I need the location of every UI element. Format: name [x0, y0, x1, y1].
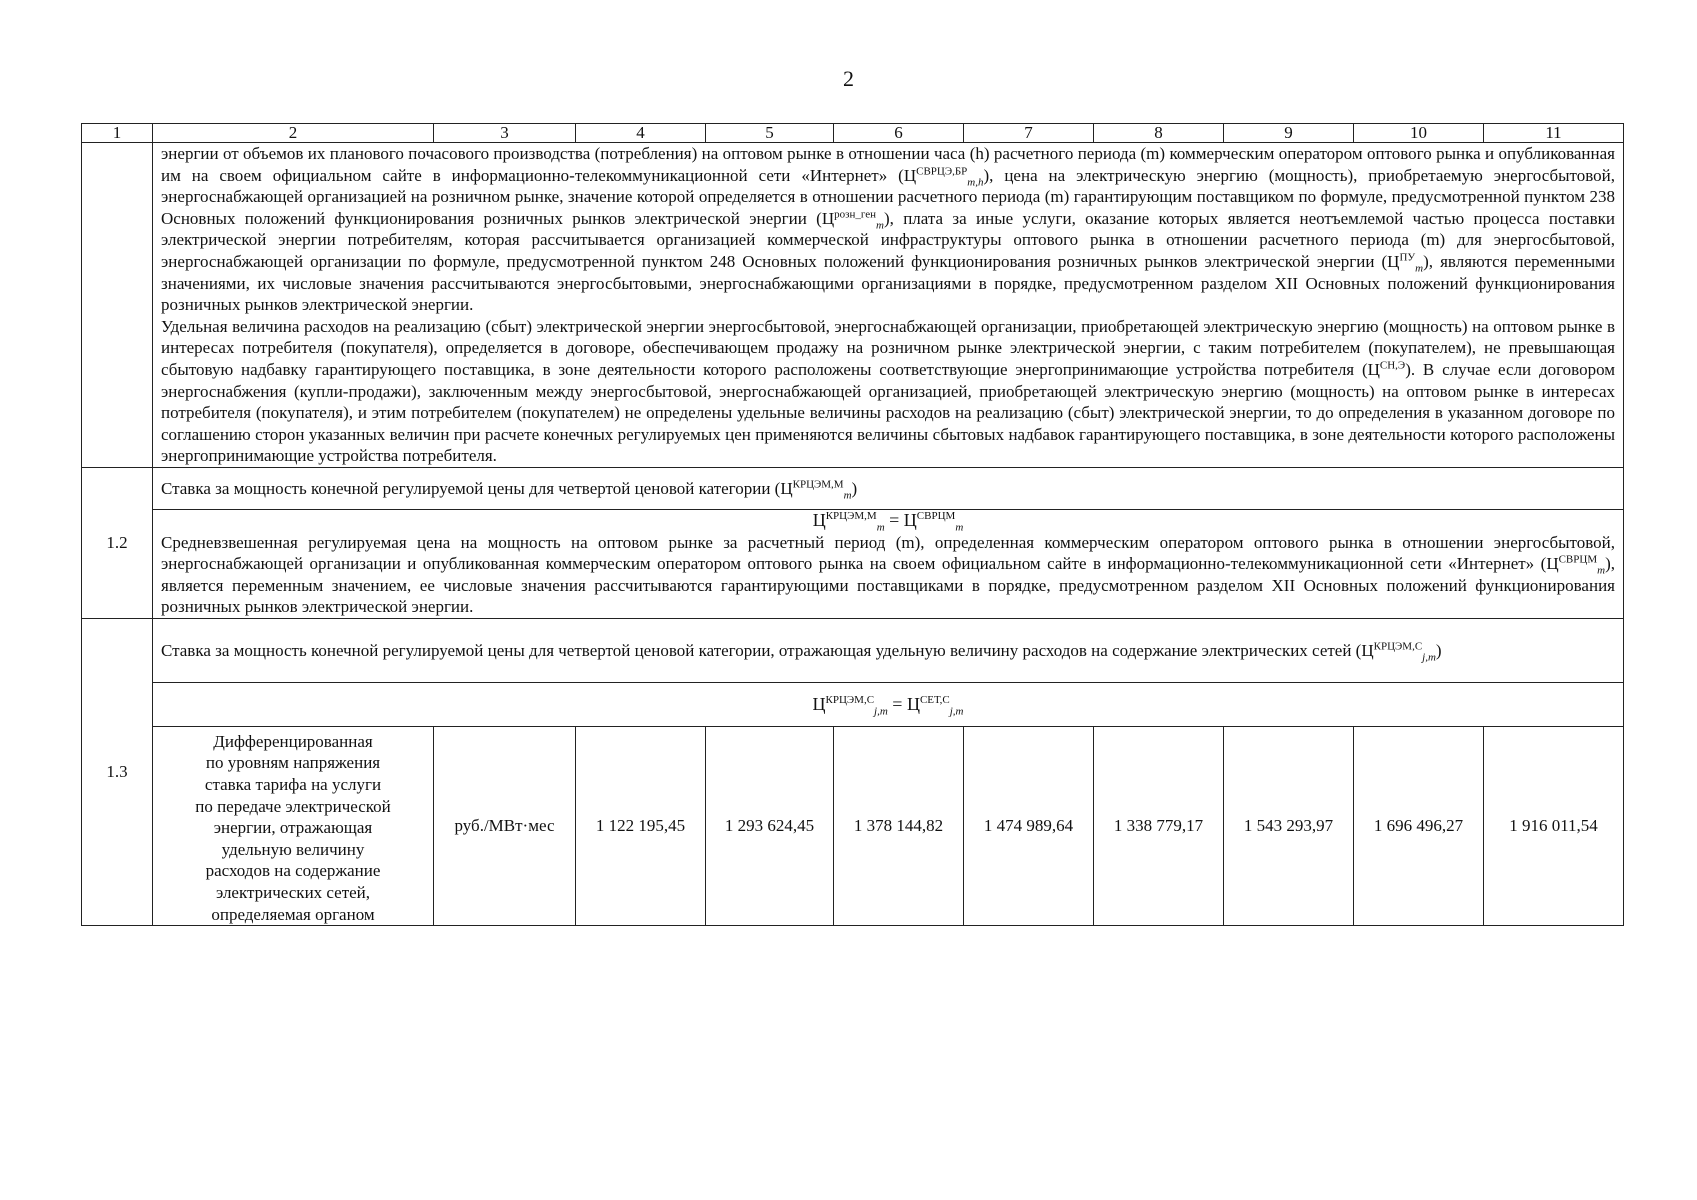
row-1-1-continuation	[82, 143, 1624, 468]
label-line: удельную величину	[221, 839, 365, 859]
column-number: 6	[834, 124, 964, 143]
label-line: Дифференцированная	[213, 731, 373, 751]
label-line: электрических сетей,	[215, 883, 371, 903]
column-number: 9	[1224, 124, 1354, 143]
label-line: по уровням напряжения	[205, 753, 381, 773]
row-1-3-title-cell: Ставка за мощность конечной регулируемой цены для четвертой ценовой категории, отражающая удельную величину расходов на содержание электрических сетей $(Ц^{КРЦЭМ,С}_{j,m})$	[153, 618, 1624, 682]
row-1-2-body	[82, 509, 1624, 618]
row-1-2-body-cell	[153, 509, 1624, 618]
row-1-1-text	[153, 143, 1624, 468]
formula: $Ц^{КРЦЭМ,С}_{j,m} = Ц^{СЕТ,С}_{j,m}$	[153, 682, 1624, 726]
row-1-2-title-cell: Ставка за мощность конечной регулируемой цены для четвертой ценовой категории $(Ц^{КРЦЭМ,М}_m)$	[153, 467, 1624, 509]
value-cell: 1 474 989,64	[964, 726, 1094, 925]
column-number: 7	[964, 124, 1094, 143]
paragraph-sales-expenses: Удельная величина расходов на реализацию (сбыт) электрической энергии энергосбытовой, энергоснабжающей организации, приобретающей электрическую энергию (мощность) на оптовом рынке в интересах потребителя (покупателя), определяется в договоре, обеспечивающем продажу на розничном рынке электрической энергии, с таким потребителем (покупателем), не превышающая сбытовую надбавку гарантирующего поставщика, в зоне деятельности которого расположены соответствующие энергопринимающие устройства потребителя $(Ц^{СН,Э})$. В случае если договором энергоснабжения (купли-продажи), заключенным между энергосбытовой, энергоснабжающей организацией, приобретающей электрическую энергию (мощность) на оптовом рынке в интересах потребителя (покупателя), и этим потребителем (покупателем) не определены удельные величины расходов на реализацию (сбыт) электрической энергии, то до определения в указанном договоре по соглашению сторон указанных величин при расчете конечных регулируемых цен применяются величины сбытовых надбавок гарантирующего поставщика, в зоне деятельности которого расположены энергопринимающие устройства потребителя.	[161, 316, 1616, 466]
column-number: 10	[1354, 124, 1484, 143]
row-number: 1.3	[82, 618, 153, 925]
label-line: расходов на содержание	[205, 861, 381, 881]
value-cell: 1 696 496,27	[1354, 726, 1484, 925]
column-number: 5	[706, 124, 834, 143]
row-1-2-description: Средневзвешенная регулируемая цена на мощность на оптовом рынке за расчетный период (m), определенная коммерческим оператором оптового рынка в отношении энергосбытовой, энергоснабжающей организации и опубликованная коммерческим оператором оптового рынка на своем официальном сайте в информационно-телекоммуникационной сети «Интернет» $(Ц^{СВРЦМ}_m)$, является переменным значением, ее числовые значения рассчитываются гарантирующими поставщиками в порядке, предусмотренном разделом XII Основных положений функционирования розничных рынков электрической энергии.	[161, 532, 1615, 617]
value-cell: 1 916 011,54	[1484, 726, 1624, 925]
tariff-table	[81, 123, 1624, 926]
column-number-row	[82, 124, 1624, 143]
row-1-2-title	[82, 467, 1624, 509]
row-number: 1.2	[82, 467, 153, 618]
row-1-3-label	[153, 726, 434, 925]
value-cell: 1 338 779,17	[1094, 726, 1224, 925]
formula: $Ц^{КРЦЭМ,М}_m = Ц^{СВРЦМ}_m$	[812, 509, 964, 534]
label-line: ставка тарифа на услуги	[204, 775, 382, 795]
column-number: 8	[1094, 124, 1224, 143]
page-number: 2	[843, 66, 854, 91]
value-cell: 1 293 624,45	[706, 726, 834, 925]
value-cell: 1 378 144,82	[834, 726, 964, 925]
unit-cell: руб./МВт·мес	[434, 726, 576, 925]
row-1-3-values	[82, 726, 1624, 925]
value-cell: 1 122 195,45	[576, 726, 706, 925]
row-1-3-title	[82, 618, 1624, 682]
label-line: по передаче электрической	[195, 796, 391, 816]
row-number-empty	[82, 143, 153, 468]
column-number: 4	[576, 124, 706, 143]
row-1-3-formula	[82, 682, 1624, 726]
value-cell: 1 543 293,97	[1224, 726, 1354, 925]
column-number: 3	[434, 124, 576, 143]
label-line: определяемая органом	[211, 904, 375, 924]
paragraph-prices: энергии от объемов их планового почасового производства (потребления) на оптовом рынке в отношении часа (h) расчетного периода (m) коммерческим оператором оптового рынка и опубликованная им на своем официальном сайте в информационно-телекоммуникационной сети «Интернет» $(Ц^{СВРЦЭ,БР}_{m,h})$, цена на электрическую энергию (мощность), приобретаемую энергосбытовой, энергоснабжающей организацией на розничном рынке, значение которой определяется в отношении расчетного периода (m) гарантирующим поставщиком по формуле, предусмотренной пунктом 238 Основных положений функционирования розничных рынков электрической энергии $(Ц^{розн\_ген}_m)$, плата за иные услуги, оказание которых является неотъемлемой частью процесса поставки электрической энергии потребителям, которая рассчитывается организацией коммерческой инфраструктуры оптового рынка в отношении расчетного периода (m) для энергосбытовой, энергоснабжающей организации по формуле, предусмотренной пунктом 248 Основных положений функционирования розничных рынков электрической энергии $(Ц^{ПУ}_m)$, являются переменными значениями, их числовые значения рассчитываются энергосбытовыми, энергоснабжающими организациями в порядке, предусмотренном разделом XII Основных положений функционирования розничных рынков электрической энергии.	[161, 144, 1616, 315]
column-number: 2	[153, 124, 434, 143]
column-number: 1	[82, 124, 153, 143]
column-number: 11	[1484, 124, 1624, 143]
label-line: энергии, отражающая	[213, 818, 373, 838]
